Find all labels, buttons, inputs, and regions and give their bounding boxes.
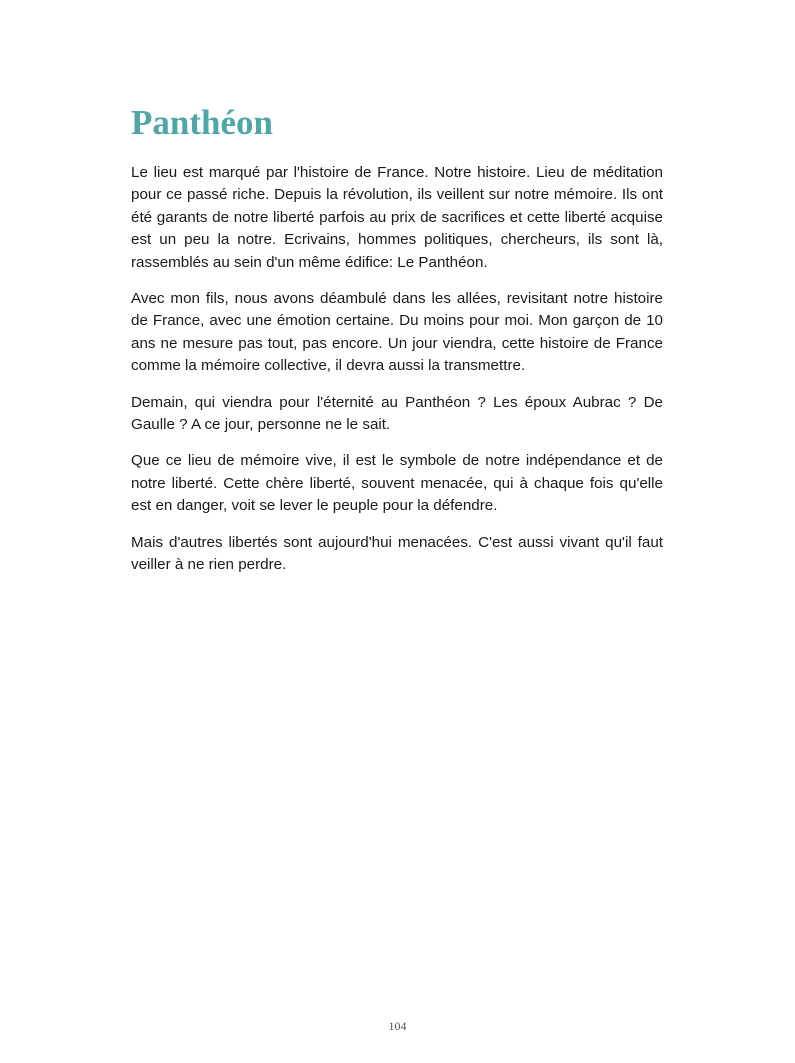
paragraph-5: Mais d'autres libertés sont aujourd'hui menacées. C'est aussi vivant qu'il faut veiller à ne rien perdre. [131,533,663,574]
page-number: 104 [388,1019,407,1033]
page-title: Panthéon [131,103,273,142]
paragraph-2: Avec mon fils, nous avons déambulé dans les allées, revisitant notre histoire de France, avec une émotion certaine. Du moins pour moi. Mon garçon de 10 ans ne mesure pas tout, pas encore. Un jour viendra, cette histoire de France comme la mémoire collective, il devra aussi la transmettre. [131,290,663,375]
paragraph-4: Que ce lieu de mémoire vive, il est le symbole de notre indépendance et de notre liberté. Cette chère liberté, souvent menacée, qui à chaque fois qu'elle est en danger, voit se lever le peuple pour la défendre. [131,452,663,515]
paragraph-3: Demain, qui viendra pour l'éternité au Panthéon ? Les époux Aubrac ? De Gaulle ? A ce jour, personne ne le sait. [131,393,663,434]
paragraph-1: Le lieu est marqué par l'histoire de France. Notre histoire. Lieu de méditation pour ce passé riche. Depuis la révolution, ils veillent sur notre mémoire. Ils ont été garants de notre liberté parfois au prix de sacrifices et cette liberté acquise est un peu la notre. Ecrivains, hommes politiques, chercheurs, ils sont là, rassemblés au sein d'un même édifice: Le Panthéon. [131,164,663,271]
article-body [131,162,663,591]
